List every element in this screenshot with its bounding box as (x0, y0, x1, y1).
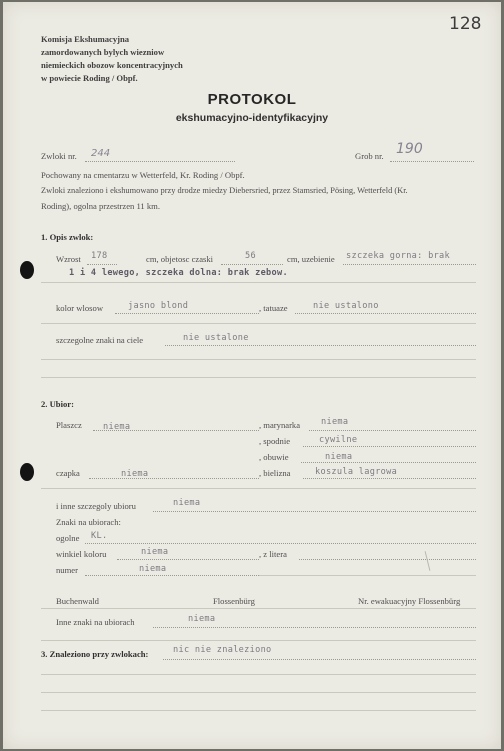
inne-label: i inne szczegoly ubioru (56, 501, 136, 511)
znaki-label: szczegolne znaki na ciele (56, 335, 144, 345)
commission-line-4: w powiecie Roding / Obpf. (41, 73, 138, 83)
winkiel-label: winkiel koloru (56, 549, 107, 559)
commission-header (41, 33, 183, 85)
marynarka-label: , marynarka (259, 420, 301, 430)
czapka-value: niema (121, 469, 149, 479)
section-2-heading: 2. Ubior: (41, 399, 74, 409)
tatuaze-value: nie ustalono (313, 301, 379, 311)
winkiel-value: niema (141, 547, 169, 557)
document-subtitle: ekshumacyjno-identyfikacyjny (175, 112, 329, 124)
czaszka-unit: cm, uzebienie (287, 254, 335, 264)
ogolne-value: KL. (91, 531, 108, 541)
uzebienie-value-2: 1 i 4 lewego, szczeka dolna: brak zebow. (69, 268, 288, 278)
bielizna-label: , bielizna (259, 468, 291, 478)
numer-value: niema (139, 564, 167, 574)
ogolne-label: ogolne (56, 533, 80, 543)
grob-label: Grob nr. (355, 151, 384, 161)
flossenburg-label: Flossenbürg (213, 596, 255, 606)
spodnie-value: cywilne (319, 435, 358, 445)
kolor-label: kolor wlosow (56, 303, 104, 313)
obuwie-value: niema (325, 452, 353, 462)
zwloki-value: 244 (91, 148, 111, 159)
plaszcz-label: Plaszcz (56, 420, 82, 430)
commission-line-1: Komisja Ekshumacyjna (41, 34, 130, 44)
found-text-line-2: Roding), ogolna przestrzen 11 km. (41, 201, 161, 211)
page-number: 128 (449, 14, 482, 34)
plaszcz-value: niema (103, 422, 131, 432)
litera-label: , z litera (259, 549, 287, 559)
inne-value: niema (173, 498, 201, 508)
kolor-value: jasno blond (128, 301, 189, 311)
znaki-ubior-heading: Znaki na ubiorach: (56, 517, 121, 527)
punch-hole-bottom (20, 463, 34, 481)
czapka-label: czapka (56, 468, 80, 478)
grob-value: 190 (396, 141, 423, 157)
wzrost-value: 178 (91, 251, 108, 261)
wzrost-unit: cm, objetosc czaski (146, 254, 214, 264)
numer-label: numer (56, 565, 78, 575)
obuwie-label: , obuwie (259, 452, 289, 462)
ewakuacyjny-label: Nr. ewakuacyjny Flossenbürg (358, 596, 461, 606)
section-3-value: nic nie znaleziono (173, 645, 272, 655)
marynarka-value: niema (321, 417, 349, 427)
commission-line-3: niemieckich obozow koncentracyjnych (41, 60, 183, 70)
uzebienie-value-1: szczeka gorna: brak (346, 251, 451, 261)
section-3-heading: 3. Znaleziono przy zwlokach: (41, 649, 149, 659)
bielizna-value: koszula lagrowa (315, 467, 398, 477)
buchenwald-label: Buchenwald (56, 596, 99, 606)
commission-line-2: zamordowanych bylych wiezniow (41, 47, 165, 57)
czaszka-value: 56 (245, 251, 256, 261)
inne-znaki-value: niema (188, 614, 216, 624)
found-text-line-1: Zwloki znaleziono i ekshumowano przy drodze miedzy Diebersried, przez Stamsried, Pösing, Wetterfeld (Kr. (41, 186, 408, 195)
document-title: PROTOKOL (207, 91, 297, 108)
zwloki-label: Zwloki nr. (41, 151, 77, 161)
spodnie-label: , spodnie (259, 436, 291, 446)
wzrost-label: Wzrost (56, 254, 81, 264)
section-1-heading: 1. Opis zwlok: (41, 232, 94, 242)
buried-text: Pochowany na cmentarzu w Wetterfeld, Kr. Roding / Obpf. (41, 170, 245, 180)
znaki-value: nie ustalone (183, 333, 249, 343)
tatuaze-label: , tatuaze (259, 303, 288, 313)
inne-znaki-label: Inne znaki na ubiorach (56, 617, 135, 627)
punch-hole-top (20, 261, 34, 279)
document-sheet (3, 2, 501, 749)
